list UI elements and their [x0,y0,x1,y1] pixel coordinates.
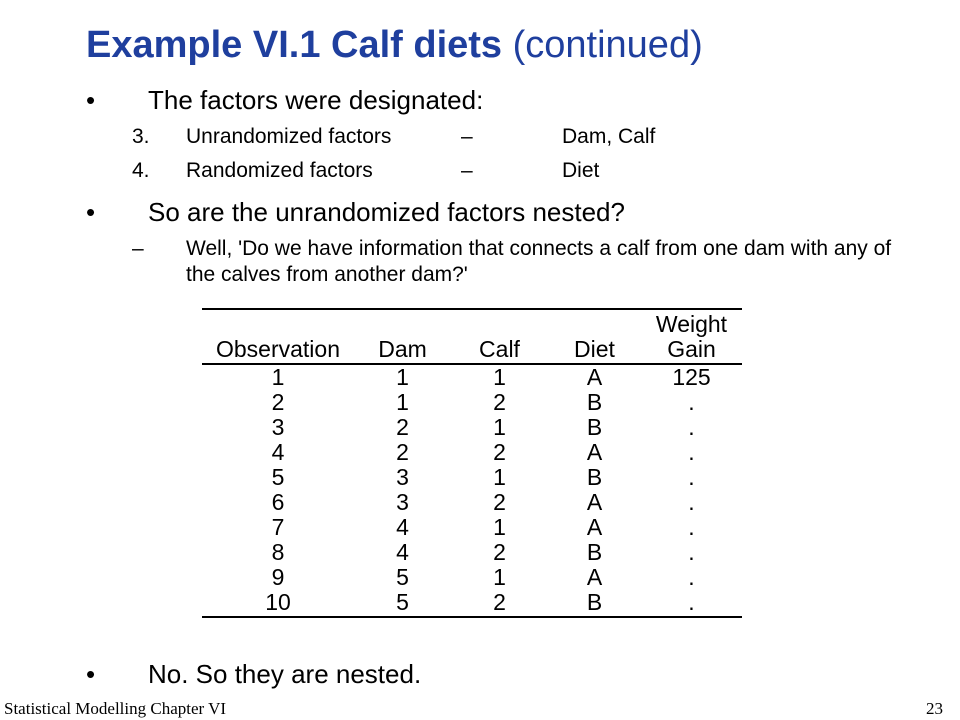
header-calf: Calf [479,336,520,362]
cell-calf: 1 [493,514,506,540]
factor-separator: – [461,125,473,148]
cell-dam: 1 [396,389,409,415]
cell-dam: 3 [396,464,409,490]
cell-dam: 4 [396,514,409,540]
slide-title [86,22,703,68]
bullet-text: No. So they are nested. [148,659,422,689]
sub-point-text: Well, 'Do we have information that connects a calf from one dam with any of the calves from another dam?' [186,237,892,286]
footer-course: Statistical Modelling Chapter VI [4,699,227,718]
cell-calf: 2 [493,489,506,515]
cell-dam: 4 [396,539,409,565]
factor-number: 3. [132,125,150,148]
cell-observation: 1 [271,364,285,390]
table-row [202,465,742,490]
table-header-row [202,309,742,364]
header-observation: Observation [215,336,340,362]
cell-diet: B [586,464,603,490]
cell-diet: A [586,514,603,540]
header-diet: Diet [574,336,615,362]
cell-diet: A [586,439,603,465]
factor-name: Randomized factors [186,159,373,182]
cell-weight-gain: . [688,389,695,415]
cell-dam: 5 [396,564,409,590]
bullet-marker: • [86,197,96,227]
table-row [202,540,742,565]
cell-calf: 1 [493,364,506,390]
cell-dam: 3 [396,489,409,515]
cell-weight-gain: 125 [672,364,711,390]
header-weight: Weight [655,311,728,337]
footer-page-number: 23 [926,699,943,718]
table-row [202,490,742,515]
bullet-marker: • [86,659,96,689]
cell-calf: 1 [493,464,506,490]
factor-value: Dam, Calf [562,125,656,148]
cell-observation: 6 [271,489,285,515]
cell-weight-gain: . [688,589,695,615]
factor-number: 4. [132,159,150,182]
table-row [202,440,742,465]
bullet-text: So are the unrandomized factors nested? [148,197,625,227]
cell-diet: B [586,539,603,565]
cell-calf: 2 [493,389,506,415]
cell-observation: 5 [271,464,285,490]
cell-diet: B [586,589,603,615]
cell-calf: 1 [493,564,506,590]
cell-observation: 2 [271,389,285,415]
bullet-marker: • [86,85,96,115]
cell-diet: A [586,364,603,390]
cell-calf: 1 [493,414,506,440]
cell-diet: A [586,564,603,590]
cell-diet: A [586,489,603,515]
cell-weight-gain: . [688,439,695,465]
factor-name: Unrandomized factors [186,125,392,148]
header-gain: Gain [667,336,716,362]
cell-diet: B [586,389,603,415]
cell-calf: 2 [493,539,506,565]
bullet-text: The factors were designated: [148,85,484,115]
data-table [202,308,742,618]
cell-weight-gain: . [688,564,695,590]
cell-weight-gain: . [688,414,695,440]
cell-weight-gain: . [688,514,695,540]
cell-calf: 2 [493,439,506,465]
cell-observation: 10 [265,589,291,615]
header-weight-gain [641,309,742,364]
table-row [202,415,742,440]
table-row [202,590,742,617]
table-row [202,364,742,390]
cell-dam: 5 [396,589,409,615]
table-row [202,565,742,590]
cell-observation: 4 [271,439,285,465]
slide-title-suffix: (continued) [502,24,703,66]
slide-title-main: Example VI.1 Calf diets [86,24,503,66]
cell-observation: 3 [271,414,285,440]
cell-calf: 2 [493,589,506,615]
cell-diet: B [586,414,603,440]
dash-marker: – [132,237,144,260]
cell-observation: 8 [271,539,285,565]
table-row [202,515,742,540]
cell-dam: 2 [396,439,409,465]
header-dam: Dam [378,336,427,362]
cell-dam: 1 [396,364,409,390]
cell-weight-gain: . [688,489,695,515]
cell-observation: 7 [271,514,285,540]
table-body [202,364,742,617]
cell-dam: 2 [396,414,409,440]
cell-observation: 9 [271,564,285,590]
cell-weight-gain: . [688,539,695,565]
table-row [202,390,742,415]
factor-separator: – [461,159,473,182]
cell-weight-gain: . [688,464,695,490]
factor-value: Diet [562,159,600,182]
